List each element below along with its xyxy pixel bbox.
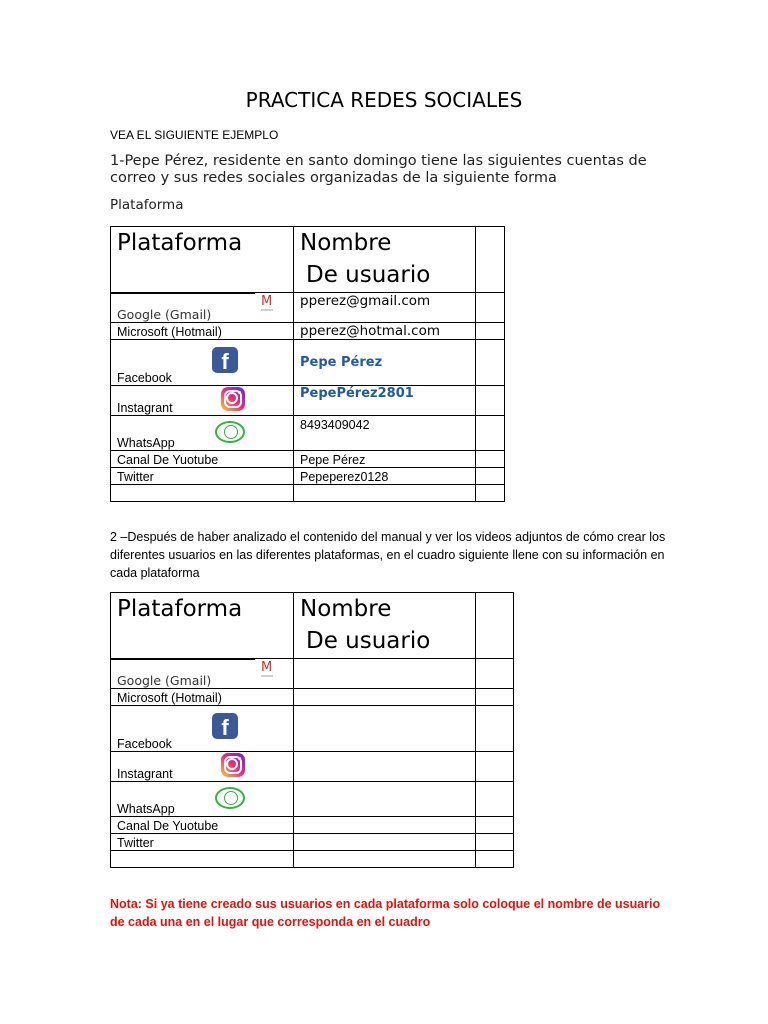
- whatsapp-icon: [215, 421, 245, 443]
- example-label: VEA EL SIGUIENTE EJEMPLO: [110, 128, 279, 142]
- row-hotmail-value: pperez@hotmal.com: [294, 323, 476, 340]
- page-title: PRACTICA REDES SOCIALES: [245, 88, 523, 112]
- row-empty-2: [111, 851, 294, 868]
- row-whatsapp-label-2: WhatsApp: [111, 782, 294, 817]
- row-gmail-label: Google (Gmail) M: [111, 293, 294, 323]
- row-youtube-input[interactable]: [294, 817, 476, 834]
- row-whatsapp-input[interactable]: [294, 782, 476, 817]
- header-platform-2: Plataforma: [111, 593, 294, 659]
- header-platform: Plataforma: [111, 227, 294, 293]
- row-gmail-input[interactable]: [294, 659, 476, 689]
- row-instagram-input[interactable]: [294, 752, 476, 782]
- header-username: Nombre De usuario: [294, 227, 476, 293]
- instagram-icon: [221, 387, 245, 411]
- row-twitter-label: Twitter: [111, 468, 294, 485]
- row-facebook-value: Pepe Pérez: [294, 340, 476, 386]
- row-twitter-value: Pepeperez0128: [294, 468, 476, 485]
- row-youtube-label: Canal De Yuotube: [111, 451, 294, 468]
- row-hotmail-label: Microsoft (Hotmail): [111, 323, 294, 340]
- row-gmail-label-2: Google (Gmail) M: [111, 659, 294, 689]
- row-twitter-label-2: Twitter: [111, 834, 294, 851]
- fill-in-table: [110, 592, 514, 868]
- instagram-icon: [221, 753, 245, 777]
- row-facebook-input[interactable]: [294, 706, 476, 752]
- row-facebook-label-2: Facebook f: [111, 706, 294, 752]
- gmail-icon: M: [261, 660, 273, 675]
- row-instagram-value: PepePérez2801: [294, 386, 476, 416]
- instructions-paragraph: 2 –Después de haber analizado el contenido del manual y ver los videos adjuntos de cómo crear los diferentes usuarios en las diferentes plataformas, en el cuadro siguiente llene con su información en cada plataforma: [110, 530, 666, 580]
- row-youtube-label-2: Canal De Yuotube: [111, 817, 294, 834]
- facebook-icon: f: [212, 347, 238, 373]
- whatsapp-icon: [215, 787, 245, 809]
- facebook-icon: f: [212, 713, 238, 739]
- intro-paragraph: 1-Pepe Pérez, residente en santo domingo tiene las siguientes cuentas de correo y sus redes sociales organizadas de la siguiente forma: [110, 153, 647, 186]
- row-youtube-value: Pepe Pérez: [294, 451, 476, 468]
- header-username-2: Nombre De usuario: [294, 593, 476, 659]
- platform-label: Plataforma: [110, 197, 184, 213]
- note-paragraph: Nota: Si ya tiene creado sus usuarios en cada plataforma solo coloque el nombre de usuario de cada una en el lugar que corresponda en el cuadro: [110, 897, 661, 929]
- header-extra: [476, 227, 505, 293]
- row-gmail-value: pperez@gmail.com: [294, 293, 476, 323]
- example-table: [110, 226, 505, 502]
- row-hotmail-input[interactable]: [294, 689, 476, 706]
- row-whatsapp-value: 8493409042: [294, 416, 476, 451]
- row-whatsapp-label: WhatsApp: [111, 416, 294, 451]
- row-empty: [111, 485, 294, 502]
- row-hotmail-label-2: Microsoft (Hotmail): [111, 689, 294, 706]
- row-instagram-label: Instagrant: [111, 386, 294, 416]
- row-facebook-label: Facebook f: [111, 340, 294, 386]
- gmail-icon: M: [261, 294, 273, 309]
- row-instagram-label-2: Instagrant: [111, 752, 294, 782]
- row-twitter-input[interactable]: [294, 834, 476, 851]
